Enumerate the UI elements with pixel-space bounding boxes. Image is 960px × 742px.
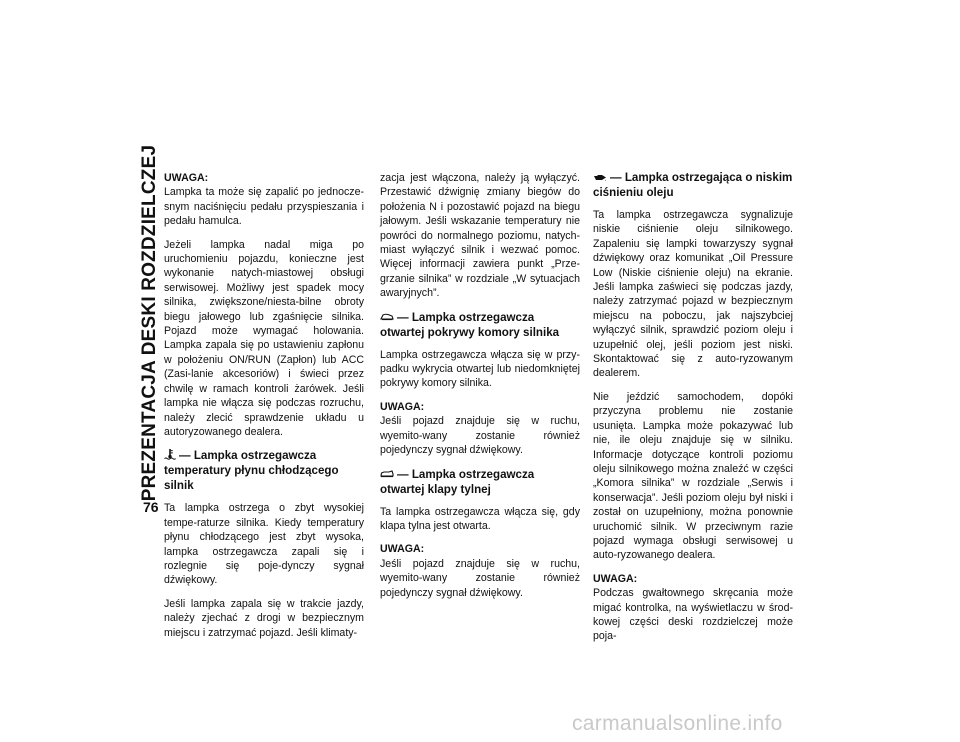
note-text: Podczas gwałtownego skręcania może migać kontrolka, na wyświetlaczu w środ-kowej części deski rozdzielczej może poja- <box>593 587 793 643</box>
section-heading-text: — Lampka ostrzegawcza otwartej klapy tylnej <box>380 467 535 496</box>
section-heading-text: — Lampka ostrzegawcza otwartej pokrywy komory silnika <box>380 310 560 339</box>
paragraph: Lampka ostrzegawcza włącza się w przy-padku wykrycia otwartej lub niedomkniętej pokrywy komory silnika. <box>380 348 580 390</box>
note-label: UWAGA: <box>164 172 209 184</box>
section-heading-coolant <box>164 448 364 493</box>
paragraph: Ta lampka ostrzegawcza sygnalizuje niskie ciśnienie oleju silnikowego. Zapaleniu się lampki towarzyszy sygnał dźwiękowy oraz komunikat „Oil Pressure Low (Niskie ciśnienie oleju) na ekranie. Jeśli lampka zaświeci się podczas jazdy, należy zatrzymać pojazd w bezpiecznym miejscu na poboczu, jak najszybciej wyłączyć silnik, sprawdzić poziom oleju i uzupełnić olej, jeśli poziom jest niski. Skontaktować się z auto-ryzowanym dealerem. <box>593 209 793 380</box>
section-heading-text: — Lampka ostrzegawcza temperatury płynu chłodzącego silnik <box>164 449 339 493</box>
coolant-temperature-icon <box>164 449 176 460</box>
note-label: UWAGA: <box>380 400 425 413</box>
paragraph: zacja jest włączona, należy ją wyłączyć. Przestawić dźwignię zmiany biegów do położenia N i pozostawić pojazd na biegu jałowym. Jeśli wskazanie temperatury nie powróci do normalnego poziomu, natych-miast wyłączyć silnik i wezwać pomoc. Więcej informacji zawiera punkt „Prze-grzanie silnika” w rozdziale „W sytuacjach awaryjnych”. <box>380 172 580 300</box>
note-text: Jeśli pojazd znajduje się w ruchu, wyemito-wany zostanie również pojedynczy sygnał dźwiękowy. <box>380 557 580 599</box>
note-label: UWAGA: <box>593 572 638 585</box>
watermark: carmanualsonline.info <box>572 712 783 735</box>
liftgate-open-icon <box>380 470 394 479</box>
paragraph: Ta lampka ostrzega o zbyt wysokiej tempe-raturze silnika. Kiedy temperatury płynu chłodzącego jest zbyt wysoka, lampka ostrzegawcza zapali się i rozlegnie się poje-dynczy sygnał dźwiękowy. <box>164 502 364 587</box>
paragraph: Jeśli lampka zapala się w trakcie jazdy, należy zjechać z drogi w bezpiecznym miejscu i zatrzymać pojazd. Jeśli klimaty- <box>164 597 364 639</box>
note-label: UWAGA: <box>380 543 425 556</box>
column-3 <box>593 170 793 653</box>
hood-open-icon <box>380 313 394 322</box>
section-heading-liftgate <box>380 467 580 497</box>
page-number: 76 <box>143 499 159 515</box>
note-text: Jeśli pojazd znajduje się w ruchu, wyemito-wany zostanie również pojedynczy sygnał dźwiękowy. <box>380 415 580 457</box>
paragraph: Ta lampka ostrzegawcza włącza się, gdy klapa tylna jest otwarta. <box>380 505 580 532</box>
oil-pressure-icon <box>593 173 607 182</box>
section-heading-hood <box>380 310 580 340</box>
note-text: Lampka ta może się zapalić po jednocze-snym naciśnięciu pedału przyspieszania i pedału hamulca. <box>164 186 364 228</box>
paragraph: Jeżeli lampka nadal miga po uruchomieniu pojazdu, konieczne jest wykonanie natych-miastowej obsługi serwisowej. Możliwy jest spadek mocy silnika, zwiększone/niesta-bilne obroty biegu jałowego lub zgaśnięcie silnika. Pojazd może wymagać holowania. Lampka zapala się po ustawieniu zapłonu w położeniu ON/RUN (Zapłon) lub ACC (Zasi-lanie akcesoriów) i świeci przez chwilę w ramach kontroli żarówek. Jeśli lampka nie włącza się podczas rozruchu, należy zlecić sprawdzenie układu u autoryzowanego dealera. <box>164 238 364 438</box>
chapter-side-title-text: PREZENTACJA DESKI ROZDZIELCZEJ <box>139 144 160 501</box>
section-heading-oil-pressure <box>593 170 793 200</box>
section-heading-text: — Lampka ostrzegająca o niskim ciśnieniu oleju <box>593 171 793 199</box>
chapter-side-title <box>137 144 163 501</box>
paragraph: Nie jeździć samochodem, dopóki przyczyna problemu nie zostanie usunięta. Lampka może pokazywać lub nie, ile oleju znajduje się w silniku. Informacje dotyczące kontroli poziomu oleju silnikowego można znaleźć w części „Komora silnika” w rozdziale „Serwis i konserwacja”. Jeśli poziom oleju był niski i został on uzupełniony, można ponownie uruchomić silnik. W przeciwnym razie pojazd wymaga obsługi serwisowej u auto-ryzowanego dealera. <box>593 390 793 562</box>
column-1 <box>164 171 364 649</box>
column-2 <box>380 171 580 609</box>
